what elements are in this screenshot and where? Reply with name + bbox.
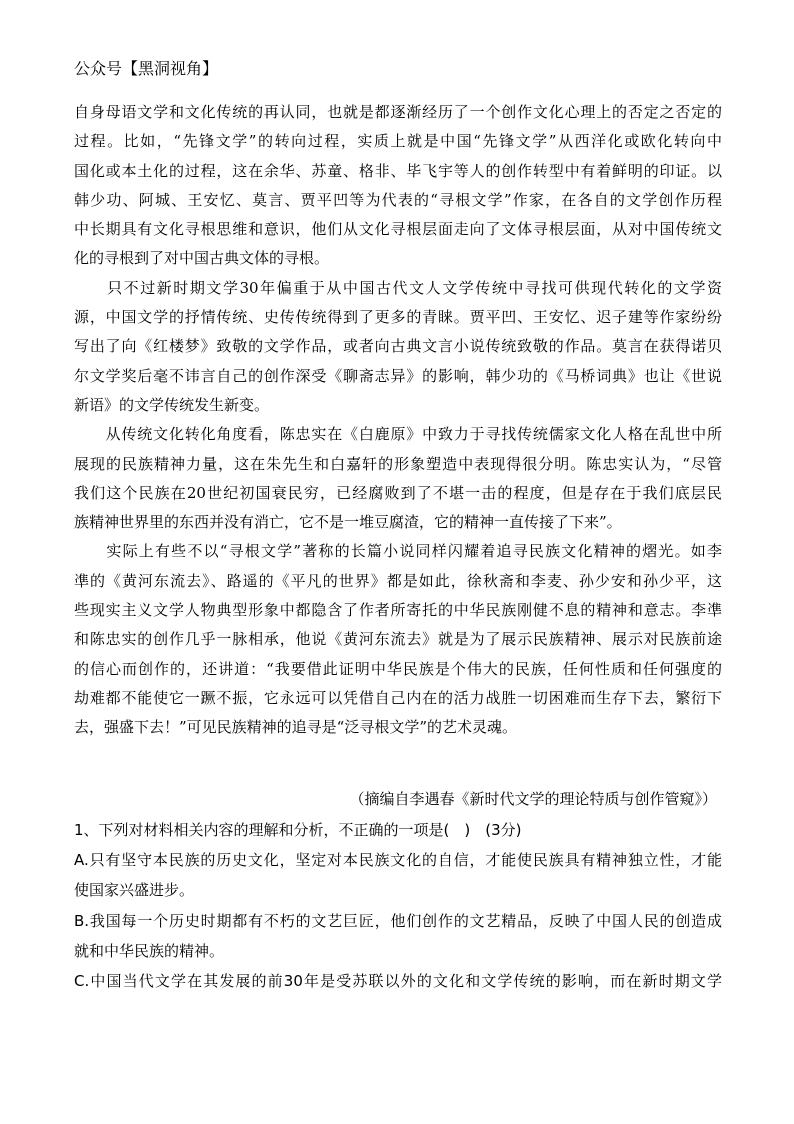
passage-line: 过程。比如，“先锋文学”的转向过程，实质上就是中国“先锋文学”从西洋化或欧化转向中 bbox=[74, 132, 722, 151]
passage-line: 尔文学奖后毫不讳言自己的创作深受《聊斋志异》的影响，韩少功的《马桥词典》也让《世说 bbox=[74, 366, 722, 385]
option-a-line: 使国家兴盛进步。 bbox=[74, 881, 195, 900]
passage-line: 实际上有些不以“寻根文学”著称的长篇小说同样闪耀着追寻民族文化精神的熠光。如李 bbox=[74, 542, 722, 561]
passage-line: 只不过新时期文学30年偏重于从中国古代文人文学传统中寻找可供现代转化的文学资 bbox=[74, 278, 722, 297]
question-block bbox=[74, 815, 722, 996]
passage-line: 自身母语文学和文化传统的再认同，也就是都逐渐经历了一个创作文化心理上的否定之否定的 bbox=[74, 103, 722, 121]
option-b-line: B.我国每一个历史时期都有不朽的文艺巨匠，他们创作的文艺精品，反映了中国人民的创造成 bbox=[74, 911, 722, 930]
passage bbox=[74, 98, 722, 743]
question-stem: 1、下列对材料相关内容的理解和分析，不正确的一项是( ) (3分) bbox=[74, 821, 522, 839]
passage-line: 中长期具有文化寻根思维和意识，他们从文化寻根层面走向了文体寻根层面，从对中国传统文 bbox=[74, 220, 722, 239]
passage-line: 我们这个民族在20世纪初国衰民穷，已经腐败到了不堪一击的程度，但是存在于我们底层民 bbox=[74, 483, 722, 502]
passage-line: 国化或本土化的过程，这在余华、苏童、格非、毕飞宇等人的创作转型中有着鲜明的印证。以 bbox=[74, 161, 722, 180]
passage-line: 去，强盛下去！”可见民族精神的追寻是“泛寻根文学”的艺术灵魂。 bbox=[74, 718, 518, 737]
passage-line: 的信心而创作的，还讲道：“我要借此证明中华民族是个伟大的民族，任何性质和任何强度的 bbox=[74, 659, 722, 678]
option-c-line: C.中国当代文学在其发展的前30年是受苏联以外的文化和文学传统的影响，而在新时期文学 bbox=[74, 971, 722, 990]
source-citation: （摘编自李遇春《新时代文学的理论特质与创作管窥》） bbox=[349, 790, 717, 808]
passage-line: 从传统文化转化角度看，陈忠实在《白鹿原》中致力于寻找传统儒家文化人格在乱世中所 bbox=[74, 425, 722, 444]
option-a-line: A.只有坚守本民族的历史文化，坚定对本民族文化的自信，才能使民族具有精神独立性，才能 bbox=[74, 851, 722, 870]
passage-line: 和陈忠实的创作几乎一脉相承，他说《黄河东流去》就是为了展示民族精神、展示对民族前途 bbox=[74, 630, 722, 649]
header-watermark: 公众号【黑洞视角】 bbox=[74, 59, 219, 78]
passage-line: 些现实主义文学人物典型形象中都隐含了作者所寄托的中华民族刚健不息的精神和意志。李凖 bbox=[74, 601, 722, 620]
passage-line: 写出了向《红楼梦》致敬的文学作品，或者向古典文言小说传统致敬的作品。莫言在获得诺贝 bbox=[74, 337, 722, 356]
passage-line: 源，中国文学的抒情传统、史传传统得到了更多的青睐。贾平凹、王安忆、迟子建等作家纷纷 bbox=[74, 308, 722, 327]
passage-line: 展现的民族精神力量，这在朱先生和白嘉轩的形象塑造中表现得很分明。陈忠实认为，“尽管 bbox=[74, 454, 722, 473]
passage-line: 劫难都不能使它一蹶不振，它永远可以凭借自己内在的活力战胜一切困难而生存下去，繁衍下 bbox=[74, 688, 722, 707]
passage-line: 凖的《黄河东流去》、路遥的《平凡的世界》都是如此，徐秋斋和李麦、孙少安和孙少平，这 bbox=[74, 571, 722, 590]
passage-line: 韩少功、阿城、王安忆、莫言、贾平凹等为代表的“寻根文学”作家，在各自的文学创作历程 bbox=[74, 190, 722, 209]
option-b-line: 就和中华民族的精神。 bbox=[74, 941, 225, 960]
passage-line: 新语》的文学传统发生新变。 bbox=[74, 395, 270, 414]
passage-line: 化的寻根到了对中国古典文体的寻根。 bbox=[74, 249, 330, 268]
passage-line: 族精神世界里的东西并没有消亡，它不是一堆豆腐渣，它的精神一直传接了下来”。 bbox=[74, 513, 622, 532]
